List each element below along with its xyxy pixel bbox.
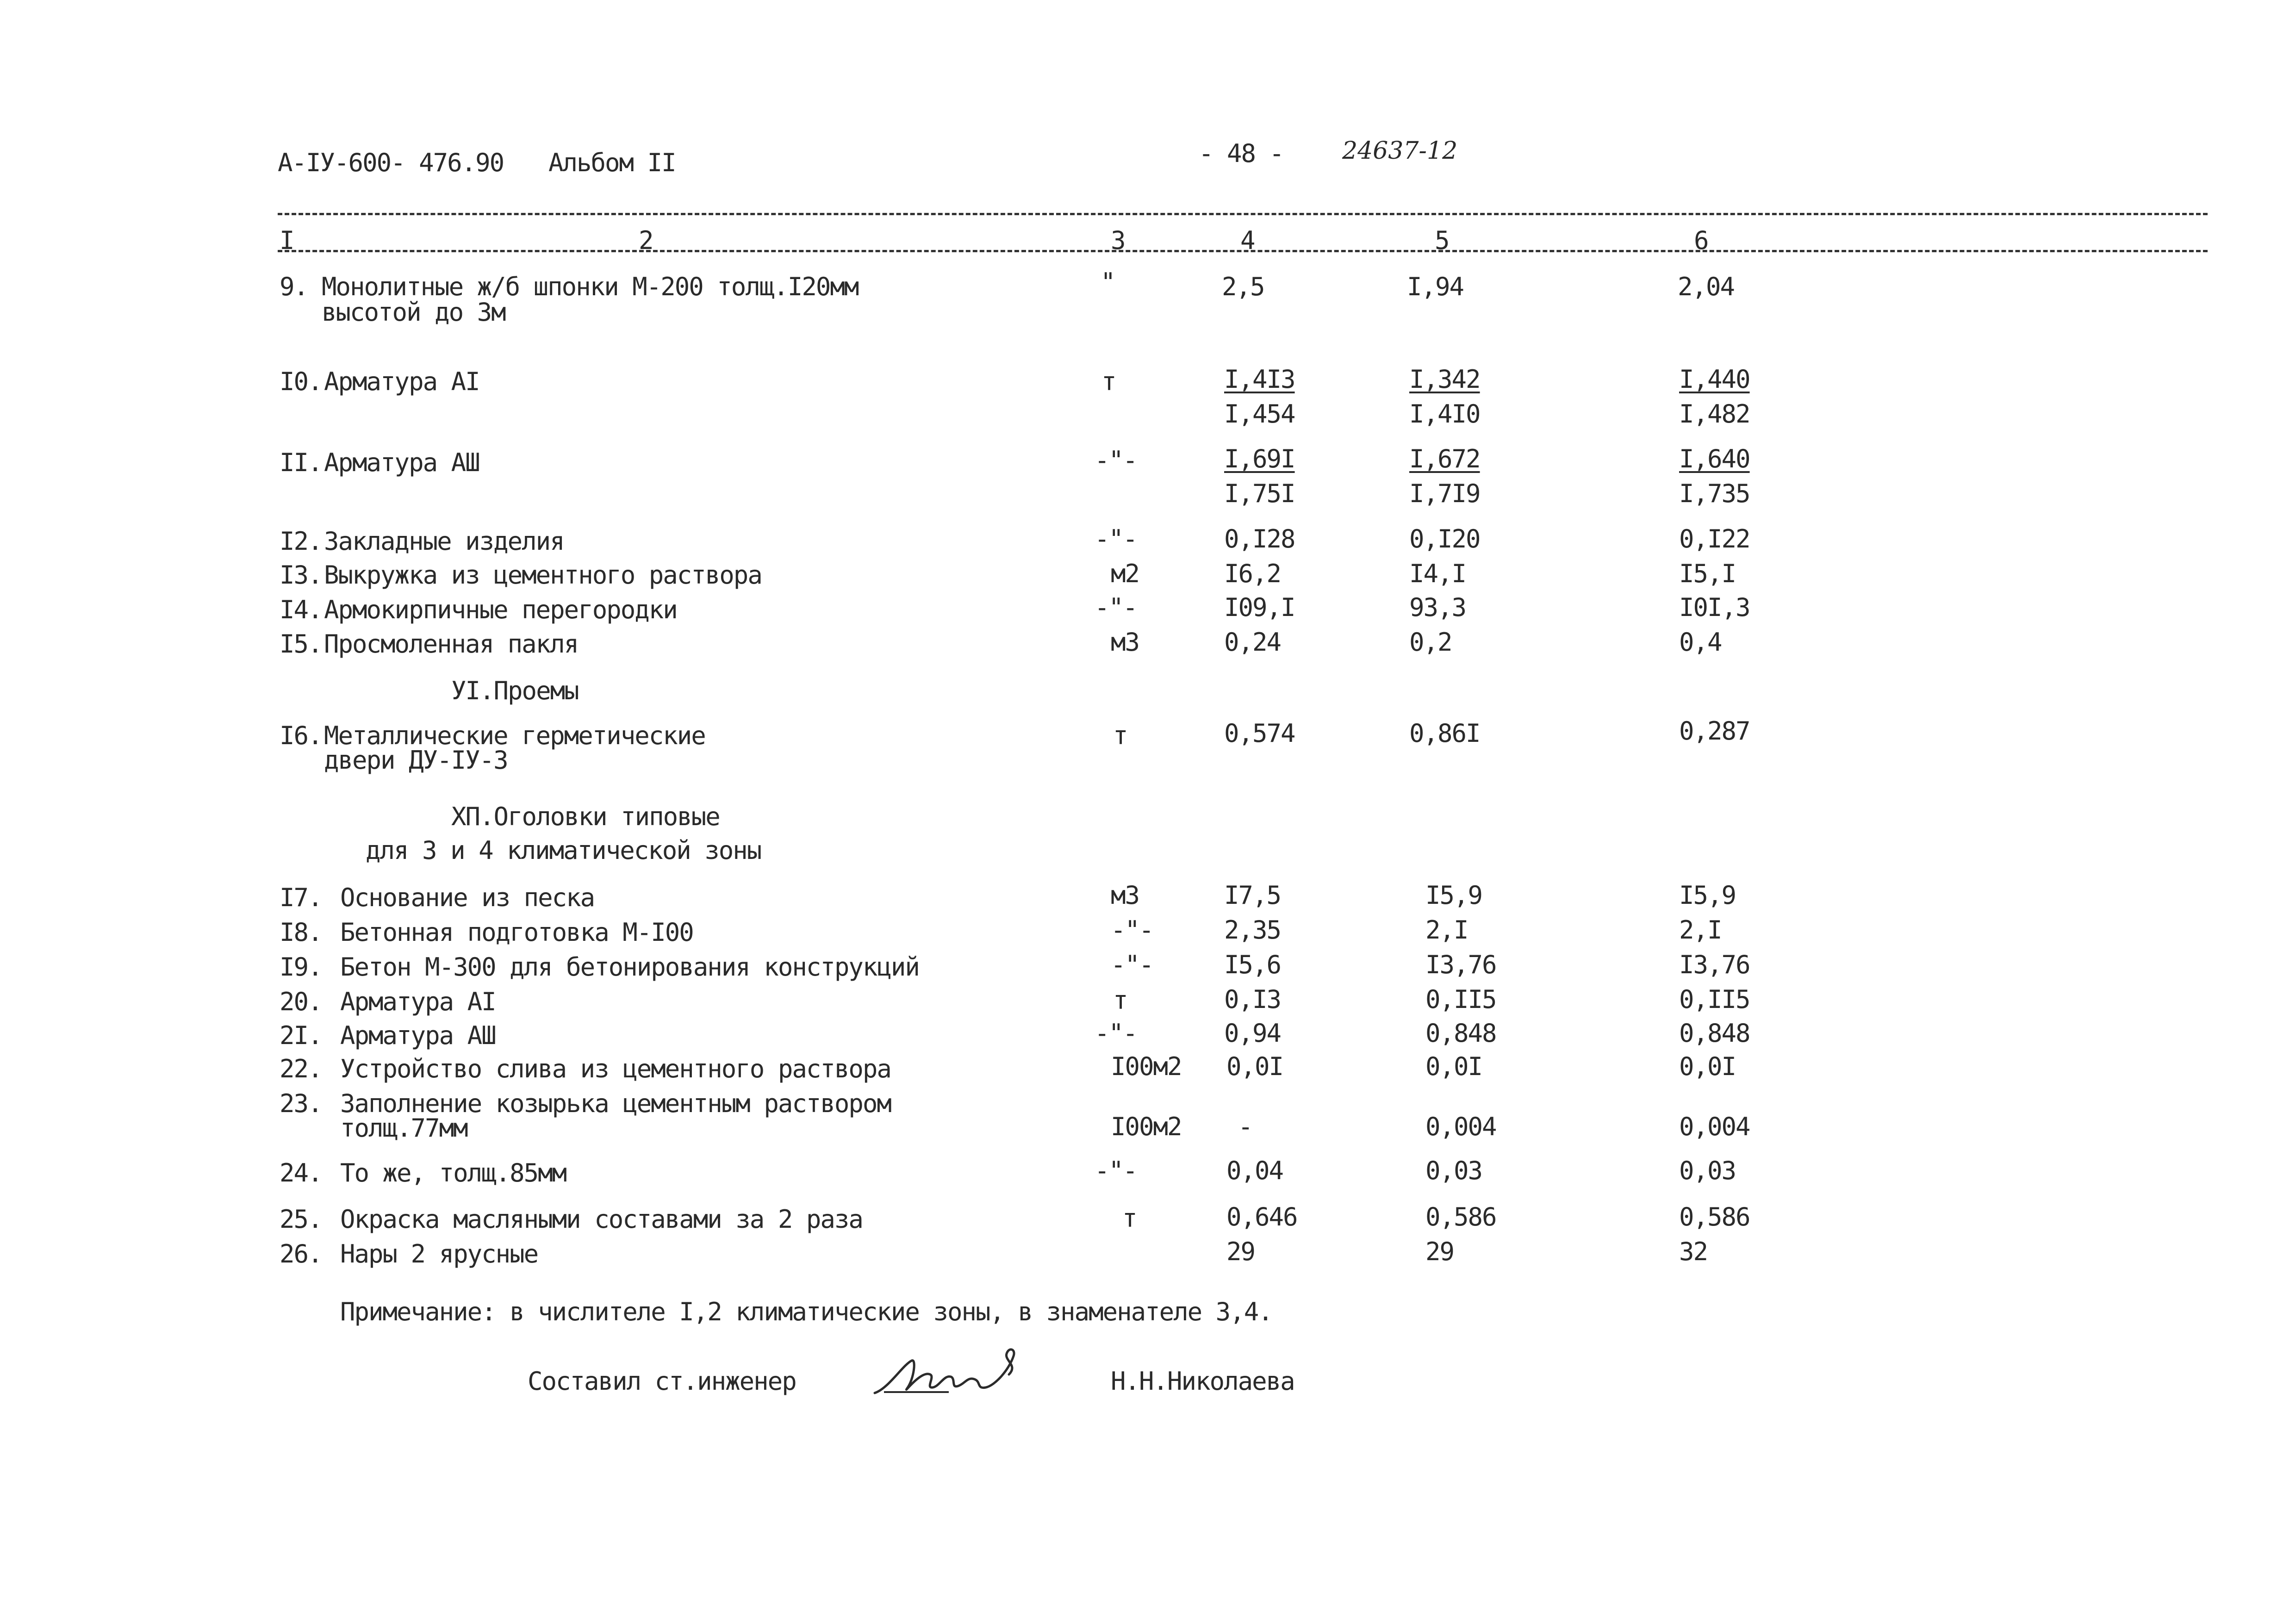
- row-col4: I09,I: [1224, 593, 1295, 622]
- row-unit: -"-: [1095, 524, 1137, 553]
- row-col4: 0,24: [1224, 628, 1281, 657]
- row-col6-numerator: I,640: [1679, 444, 1750, 473]
- row-name-cont: двери ДУ-IУ-3: [324, 746, 508, 775]
- row-no: 9.: [280, 272, 308, 301]
- section-heading: ХП.Оголовки типовые: [451, 802, 720, 831]
- row-unit: т: [1122, 1204, 1137, 1233]
- row-unit: I00м2: [1111, 1112, 1182, 1141]
- row-unit: т: [1113, 721, 1127, 750]
- row-col5: 0,II5: [1425, 985, 1496, 1014]
- row-col4-denominator: I,75I: [1224, 479, 1295, 508]
- col-number-6: 6: [1694, 226, 1708, 255]
- row-unit: м3: [1111, 628, 1139, 657]
- row-col5: 0,586: [1425, 1202, 1496, 1231]
- row-unit: м2: [1111, 559, 1139, 588]
- row-col5: 0,I20: [1409, 524, 1480, 553]
- row-col4: -: [1238, 1112, 1252, 1141]
- row-unit: -"-: [1111, 950, 1153, 979]
- row-col6-denominator: I,482: [1679, 399, 1750, 429]
- row-name-cont: толщ.77мм: [340, 1113, 467, 1143]
- row-col6: 0,004: [1679, 1112, 1750, 1141]
- footnote: Примечание: в числителе I,2 климатические зоны, в знаменателе 3,4.: [340, 1297, 1272, 1326]
- row-col4: 2,5: [1222, 272, 1264, 301]
- row-name: Основание из песка: [340, 883, 595, 912]
- row-col5: 0,848: [1425, 1019, 1496, 1048]
- row-col5: 0,86I: [1409, 719, 1480, 748]
- row-name: Арматура АШ: [324, 448, 479, 477]
- col-number-1: I: [280, 226, 294, 255]
- row-no: 23.: [280, 1089, 322, 1118]
- row-col4: 0,04: [1226, 1156, 1283, 1185]
- row-no: I5.: [280, 629, 322, 659]
- row-col6-numerator: I,440: [1679, 365, 1750, 394]
- row-col5: 0,004: [1425, 1112, 1496, 1141]
- row-col4-denominator: I,454: [1224, 399, 1295, 429]
- row-col4: 0,0I: [1226, 1052, 1283, 1081]
- row-no: I6.: [280, 721, 322, 750]
- col-number-5: 5: [1435, 226, 1449, 255]
- row-name: Бетон М-300 для бетонирования конструкций: [340, 952, 919, 982]
- row-col6: 32: [1679, 1237, 1708, 1266]
- row-col6: I0I,3: [1679, 593, 1750, 622]
- row-col5-numerator: I,342: [1409, 365, 1480, 394]
- row-no: I2.: [280, 527, 322, 556]
- row-col4: 0,94: [1224, 1019, 1281, 1048]
- row-col4: 0,574: [1224, 719, 1295, 748]
- row-name: Бетонная подготовка М-I00: [340, 918, 693, 947]
- row-name: Монолитные ж/б шпонки М-200 толщ.I20мм: [322, 272, 859, 301]
- row-col6: 0,03: [1679, 1156, 1736, 1185]
- row-name: Просмоленная пакля: [324, 629, 579, 659]
- row-col6: 0,4: [1679, 628, 1722, 657]
- row-col5: 0,03: [1425, 1156, 1482, 1185]
- row-unit: -"-: [1111, 915, 1153, 945]
- row-name: Арматура АI: [340, 987, 496, 1016]
- row-col4: I5,6: [1224, 950, 1281, 979]
- section-subheading: для 3 и 4 климатической зоны: [366, 836, 761, 865]
- row-col6: 0,I22: [1679, 524, 1750, 553]
- row-no: 24.: [280, 1158, 322, 1188]
- row-name: Закладные изделия: [324, 527, 564, 556]
- row-name: Армокирпичные перегородки: [324, 595, 677, 624]
- row-col5-denominator: I,4I0: [1409, 399, 1480, 429]
- row-col5: 93,3: [1409, 593, 1466, 622]
- row-col5: I3,76: [1425, 950, 1496, 979]
- row-name: Арматура АI: [324, 367, 479, 396]
- col-number-3: 3: [1111, 226, 1125, 255]
- page-number: - 48 -: [1199, 139, 1284, 168]
- compiler-name: Н.Н.Николаева: [1111, 1367, 1294, 1396]
- row-name: Нары 2 ярусные: [340, 1239, 538, 1269]
- doc-code: А-IУ-600- 476.90: [278, 148, 504, 177]
- row-unit: -"-: [1095, 1156, 1137, 1185]
- row-col5-numerator: I,672: [1409, 444, 1480, 473]
- row-col6: 0,287: [1679, 716, 1750, 746]
- row-name: Арматура АШ: [340, 1021, 496, 1050]
- row-no: I8.: [280, 918, 322, 947]
- row-name: Выкружка из цементного раствора: [324, 560, 762, 590]
- row-unit: -"-: [1095, 446, 1137, 475]
- row-no: II.: [280, 448, 322, 477]
- row-col6: 0,848: [1679, 1019, 1750, 1048]
- row-name: Заполнение козырька цементным раствором: [340, 1089, 891, 1118]
- section-heading: УI.Проемы: [451, 676, 579, 705]
- row-no: I7.: [280, 883, 322, 912]
- row-unit: м3: [1111, 881, 1139, 910]
- row-unit: -"-: [1095, 1019, 1137, 1048]
- row-name: Устройство слива из цементного раствора: [340, 1054, 891, 1083]
- header-rule-top: [278, 213, 2208, 215]
- row-name: То же, толщ.85мм: [340, 1158, 566, 1188]
- row-no: 20.: [280, 987, 322, 1016]
- row-name-cont: высотой до 3м: [322, 298, 505, 327]
- row-col4: 2,35: [1224, 915, 1281, 945]
- row-no: 2I.: [280, 1021, 322, 1050]
- row-no: I9.: [280, 952, 322, 982]
- row-col4: 0,I3: [1224, 985, 1281, 1014]
- row-col5: 2,I: [1425, 915, 1468, 945]
- row-col5: 0,2: [1409, 628, 1452, 657]
- row-col6: 0,0I: [1679, 1052, 1736, 1081]
- row-col5: 0,0I: [1425, 1052, 1482, 1081]
- row-col4-numerator: I,4I3: [1224, 365, 1295, 394]
- handwritten-number: 24637-12: [1342, 137, 1458, 165]
- row-no: 26.: [280, 1239, 322, 1269]
- row-unit: т: [1101, 367, 1116, 396]
- row-col5: 29: [1425, 1237, 1454, 1266]
- row-name: Окраска масляными составами за 2 раза: [340, 1205, 863, 1234]
- row-col6: I5,I: [1679, 559, 1736, 588]
- row-unit: т: [1113, 986, 1127, 1015]
- row-col6-denominator: I,735: [1679, 479, 1750, 508]
- row-col6: I5,9: [1679, 881, 1736, 910]
- row-col6: 0,586: [1679, 1202, 1750, 1231]
- col-number-2: 2: [639, 226, 653, 255]
- row-no: I4.: [280, 595, 322, 624]
- row-col4: I7,5: [1224, 881, 1281, 910]
- row-col4: 29: [1226, 1237, 1255, 1266]
- row-col5: I,94: [1407, 272, 1464, 301]
- row-col5-denominator: I,7I9: [1409, 479, 1480, 508]
- compiled-by-label: Составил ст.инженер: [528, 1367, 796, 1396]
- row-col6: I3,76: [1679, 950, 1750, 979]
- album-label: Альбом II: [548, 148, 676, 177]
- row-name: Металлические герметические: [324, 721, 705, 750]
- row-no: 25.: [280, 1205, 322, 1234]
- col-number-4: 4: [1240, 226, 1255, 255]
- row-col4: 0,I28: [1224, 524, 1295, 553]
- row-unit: I00м2: [1111, 1052, 1182, 1081]
- row-unit: -"-: [1095, 593, 1137, 622]
- row-col4-numerator: I,69I: [1224, 444, 1295, 473]
- row-col6: 2,04: [1678, 272, 1735, 301]
- row-no: 22.: [280, 1054, 322, 1083]
- row-no: I0.: [280, 367, 322, 396]
- row-col6: 0,II5: [1679, 985, 1750, 1014]
- row-col6: 2,I: [1679, 915, 1722, 945]
- row-col5: I5,9: [1425, 881, 1482, 910]
- signature-icon: [870, 1337, 1037, 1407]
- row-no: I3.: [280, 560, 322, 590]
- row-col4: I6,2: [1224, 559, 1281, 588]
- row-col5: I4,I: [1409, 559, 1466, 588]
- row-col4: 0,646: [1226, 1202, 1297, 1231]
- row-unit: ": [1101, 267, 1115, 297]
